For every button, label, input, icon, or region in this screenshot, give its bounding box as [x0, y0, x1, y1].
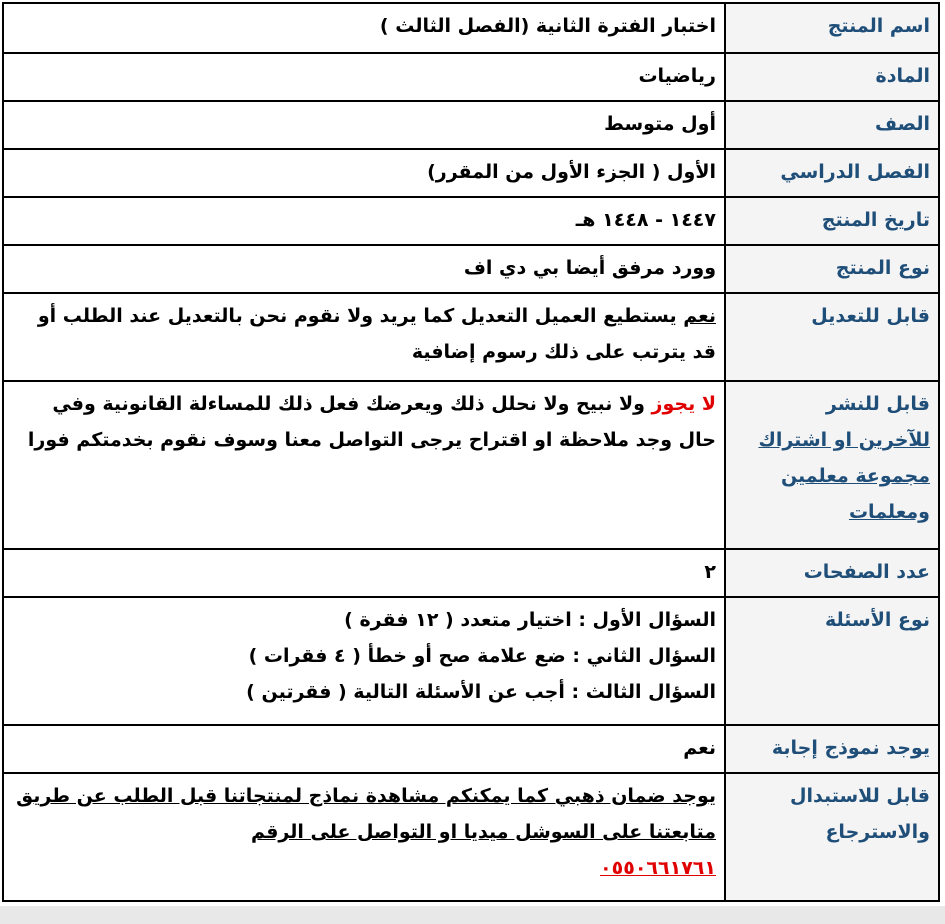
question-2: السؤال الثاني : ضع علامة صح أو خطأ ( ٤ فقرات ) — [248, 645, 716, 667]
label-publish-line1: قابل للنشر — [825, 393, 930, 415]
label-subject: المادة — [725, 53, 939, 101]
row-answer-key — [3, 725, 939, 773]
row-publish — [3, 381, 939, 549]
value-grade: أول متوسط — [3, 101, 725, 149]
label-product-type: نوع المنتج — [725, 245, 939, 293]
value-product-type: وورد مرفق أيضا بي دي اف — [3, 245, 725, 293]
label-questions: نوع الأسئلة — [725, 597, 939, 725]
refund-text: يوجد ضمان ذهبي كما يمكنكم مشاهدة نماذج لمنتجاتنا قبل الطلب عن طريق متابعتنا على السوشل ميديا او التواصل على الرقم — [16, 785, 716, 843]
publish-text: ولا نبيح ولا نحلل ذلك ويعرضك فعل ذلك للمساءلة القانونية وفي حال وجد ملاحظة او اقتراح يرجى التواصل معنا وسوف نقوم بخدمتكم فورا — [27, 393, 716, 451]
row-product-name — [3, 3, 939, 53]
label-semester: الفصل الدراسي — [725, 149, 939, 197]
value-product-name: اختبار الفترة الثانية (الفصل الثالث ) — [3, 3, 725, 53]
value-date: ١٤٤٧ - ١٤٤٨ هـ — [3, 197, 725, 245]
publish-not-allowed: لا يجوز — [651, 393, 716, 415]
question-3: السؤال الثالث : أجب عن الأسئلة التالية ( فقرتين ) — [246, 681, 716, 703]
label-pages: عدد الصفحات — [725, 549, 939, 597]
editable-text: يستطيع العميل التعديل كما يريد ولا نقوم نحن بالتعديل عند الطلب أو قد يترتب على ذلك رسوم إضافية — [37, 305, 716, 363]
value-editable — [3, 293, 725, 381]
row-grade — [3, 101, 939, 149]
label-product-name: اسم المنتج — [725, 3, 939, 53]
value-refund — [3, 773, 725, 901]
product-info-table — [2, 2, 940, 902]
row-subject — [3, 53, 939, 101]
row-editable — [3, 293, 939, 381]
label-refund: قابل للاستبدال والاسترجاع — [725, 773, 939, 901]
question-1: السؤال الأول : اختيار متعدد ( ١٢ فقرة ) — [344, 609, 716, 631]
value-questions — [3, 597, 725, 725]
refund-phone: ٠٥٥٠٦٦١٧٦١ — [600, 857, 716, 879]
row-product-type — [3, 245, 939, 293]
row-semester — [3, 149, 939, 197]
value-semester: الأول ( الجزء الأول من المقرر) — [3, 149, 725, 197]
editable-yes: نعم — [683, 305, 716, 327]
row-questions — [3, 597, 939, 725]
value-publish — [3, 381, 725, 549]
row-pages — [3, 549, 939, 597]
label-publish — [725, 381, 939, 549]
row-refund — [3, 773, 939, 901]
row-date — [3, 197, 939, 245]
label-publish-line2: للآخرين او اشتراك مجموعة معلمين ومعلمات — [758, 429, 930, 523]
value-subject: رياضيات — [3, 53, 725, 101]
label-date: تاريخ المنتج — [725, 197, 939, 245]
value-pages: ٢ — [3, 549, 725, 597]
value-answer-key: نعم — [3, 725, 725, 773]
page-footer-band — [0, 906, 945, 924]
label-editable: قابل للتعديل — [725, 293, 939, 381]
label-grade: الصف — [725, 101, 939, 149]
label-answer-key: يوجد نموذج إجابة — [725, 725, 939, 773]
